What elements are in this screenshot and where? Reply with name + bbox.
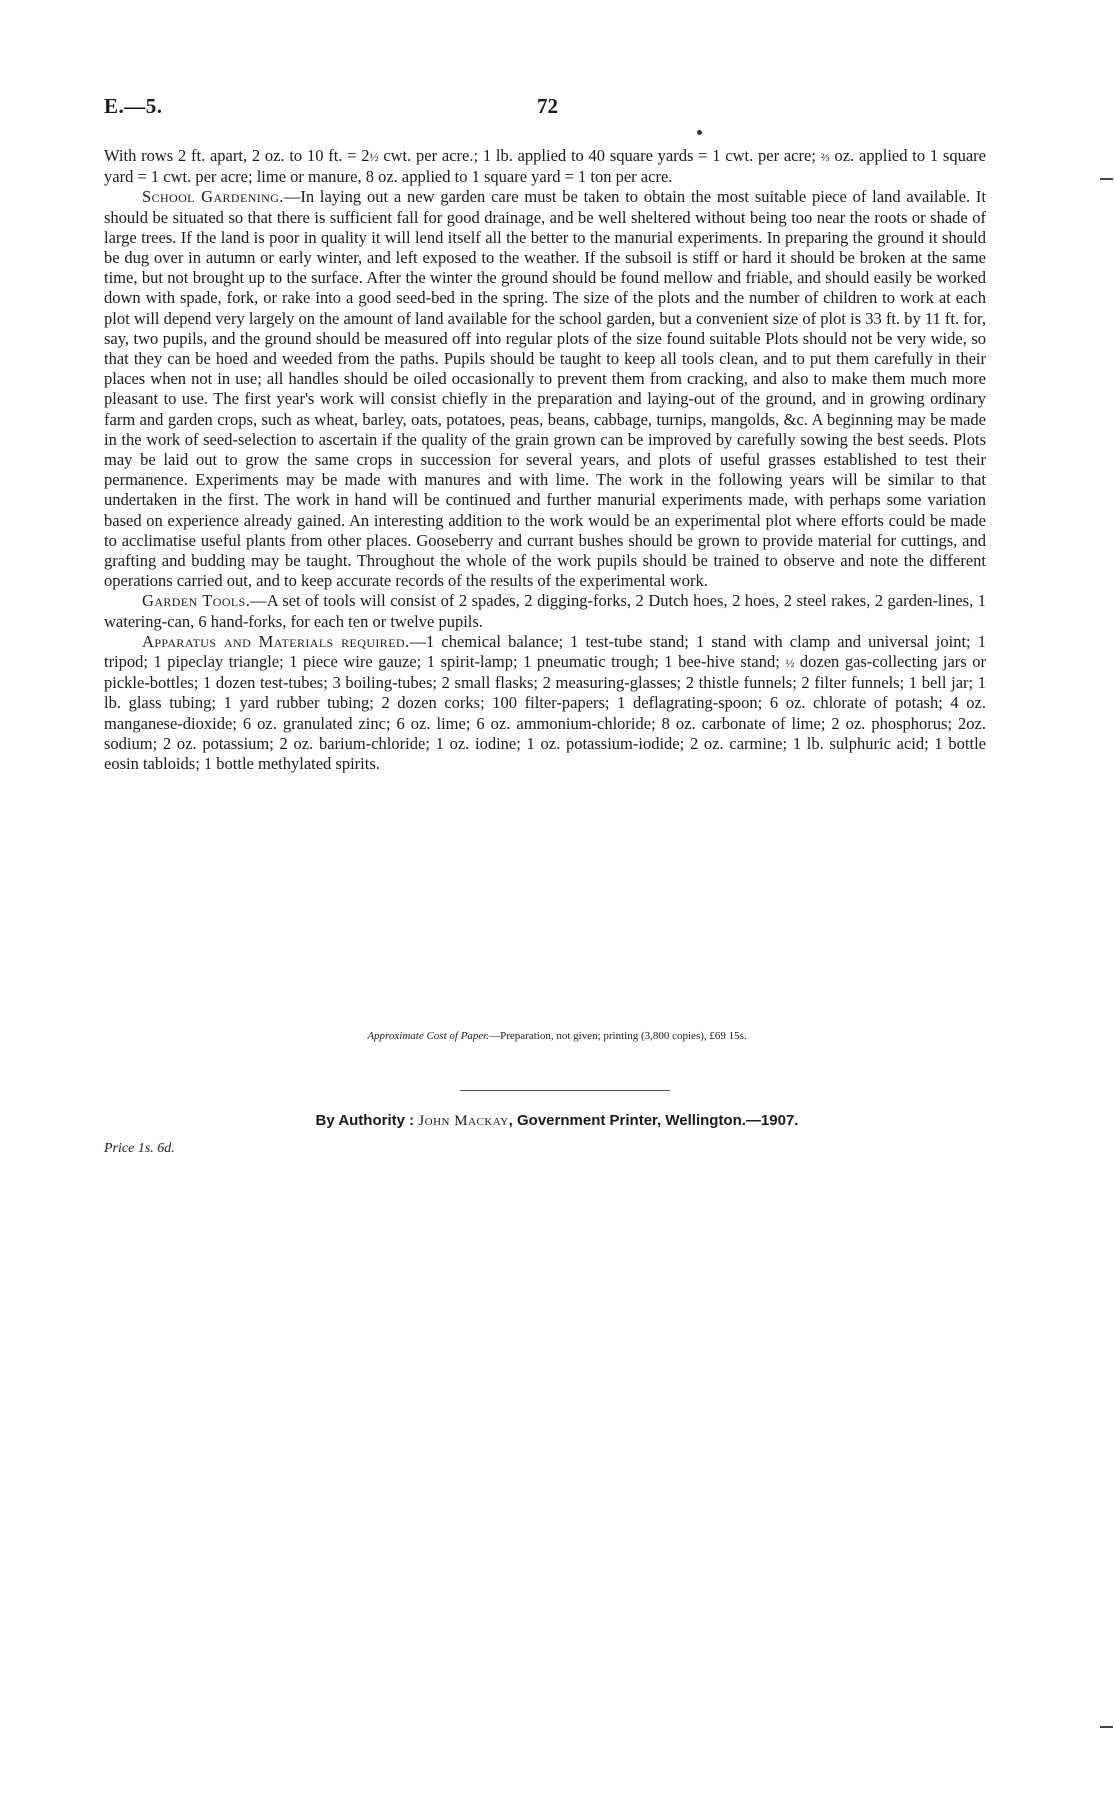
- margin-mark: [1100, 178, 1113, 180]
- body-text: [104, 146, 986, 774]
- ink-dot: [697, 130, 702, 135]
- section-heading: School Gardening.: [142, 187, 284, 207]
- paragraph-rates: With rows 2 ft. apart, 2 oz. to 10 ft. = 2½ cwt. per acre.; 1 lb. applied to 40 square yards = 1 cwt. per acre; ⅔ oz. applied to 1 square yard = 1 cwt. per acre; lime or manure, 8 oz. applied to 1 square yard = 1 ton per acre.: [104, 146, 986, 187]
- section-heading: Garden Tools.: [142, 591, 251, 611]
- paragraph-garden-tools: Garden Tools.—A set of tools will consist of 2 spades, 2 digging-forks, 2 Dutch hoes, 2 hoes, 2 steel rakes, 2 garden-lines, 1 watering-can, 6 hand-forks, for each ten or twelve pupils.: [104, 591, 987, 631]
- page-number: 72: [537, 94, 558, 118]
- paragraph-apparatus: Apparatus and Materials required.—1 chemical balance; 1 test-tube stand; 1 stand with clamp and universal joint; 1 tripod; 1 pipeclay triangle; 1 piece wire gauze; 1 spirit-lamp; 1 pneumatic trough; 1 bee-hive stand; ½ dozen gas-collecting jars or pickle-bottles; 1 dozen test-tubes; 3 boiling-tubes; 2 small flasks; 2 measuring-glasses; 2 thistle funnels; 2 filter funnels; 1 bell jar; 1 lb. glass tubing; 1 yard rubber tubing; 2 dozen corks; 100 filter-papers; 1 deflagrating-spoon; 6 oz. chlorate of potash; 4 oz. manganese-dioxide; 6 oz. granulated zinc; 6 oz. lime; 6 oz. ammonium-chloride; 8 oz. carbonate of lime; 2 oz. phosphorus; 2oz. sodium; 2 oz. potassium; 2 oz. barium-chloride; 1 oz. iodine; 1 oz. potassium-iodide; 2 oz. carmine; 1 lb. sulphuric acid; 1 bottle eosin tabloids; 1 bottle methylated spirits.: [104, 631, 986, 774]
- divider-rule: [460, 1090, 670, 1091]
- cost-of-paper: Approximate Cost of Paper.—Preparation, not given; printing (3,800 copies), £69 15s.: [367, 1030, 747, 1042]
- margin-mark: [1100, 1726, 1113, 1728]
- document-code: E.—5.: [104, 94, 163, 118]
- section-heading: Apparatus and Materials required.: [142, 631, 410, 651]
- printer-imprint: By Authority : John Mackay, Government Printer, Wellington.—1907.: [315, 1112, 799, 1129]
- price: Price 1s. 6d.: [104, 1141, 175, 1156]
- paragraph-school-gardening: School Gardening.—In laying out a new garden care must be taken to obtain the most suitable piece of land available. It should be situated so that there is sufficient fall for good drainage, and be well sheltered without being too near the roots or shade of large trees. If the land is poor in quality it will lend itself all the better to the manurial experiments. In preparing the ground it should be dug over in autumn or early winter, and left exposed to the weather. If the subsoil is stiff or hard it should be broken at the same time, but not brought up to the surface. After the winter the ground should be found mellow and friable, and should easily be worked down with spade, fork, or rake into a good seed-bed in the spring. The size of the plots and the number of children to work at each plot will depend very largely on the amount of land available for the school garden, but a convenient size of plot is 33 ft. by 11 ft. for, say, two pupils, and the ground should be measured off into regular plots of the size found suitable Plots should not be very wide, so that they can be hoed and weeded from the paths. Pupils should be taught to keep all tools clean, and to put them carefully in their places when not in use; all handles should be oiled occasionally to prevent them from cracking, and also to make them much more pleasant to use. The first year's work will consist chiefly in the preparation and laying-out of the ground, and in growing ordinary farm and garden crops, such as wheat, barley, oats, potatoes, peas, beans, cabbage, turnips, mangolds, &c. A beginning may be made in the work of seed-selection to ascertain if the quality of the grain grown can be improved by carefully sowing the best seeds. Plots may be laid out to grow the same crops in succession for several years, and plots of useful grasses established to test their permanence. Experiments may be made with manures and with lime. The work in the following years will be similar to that undertaken in the first. The work in hand will be continued and further manurial experiments made, with perhaps some variation based on experience already gained. An interesting addition to the work would be an experimental plot where efforts could be made to acclimatise useful plants from other places. Gooseberry and currant bushes should be grown to provide material for cuttings, and grafting and budding may be taught. Throughout the whole of the work pupils should be trained to observe and note the different operations carried out, and to keep accurate records of the results of the experimental work.: [104, 187, 986, 591]
